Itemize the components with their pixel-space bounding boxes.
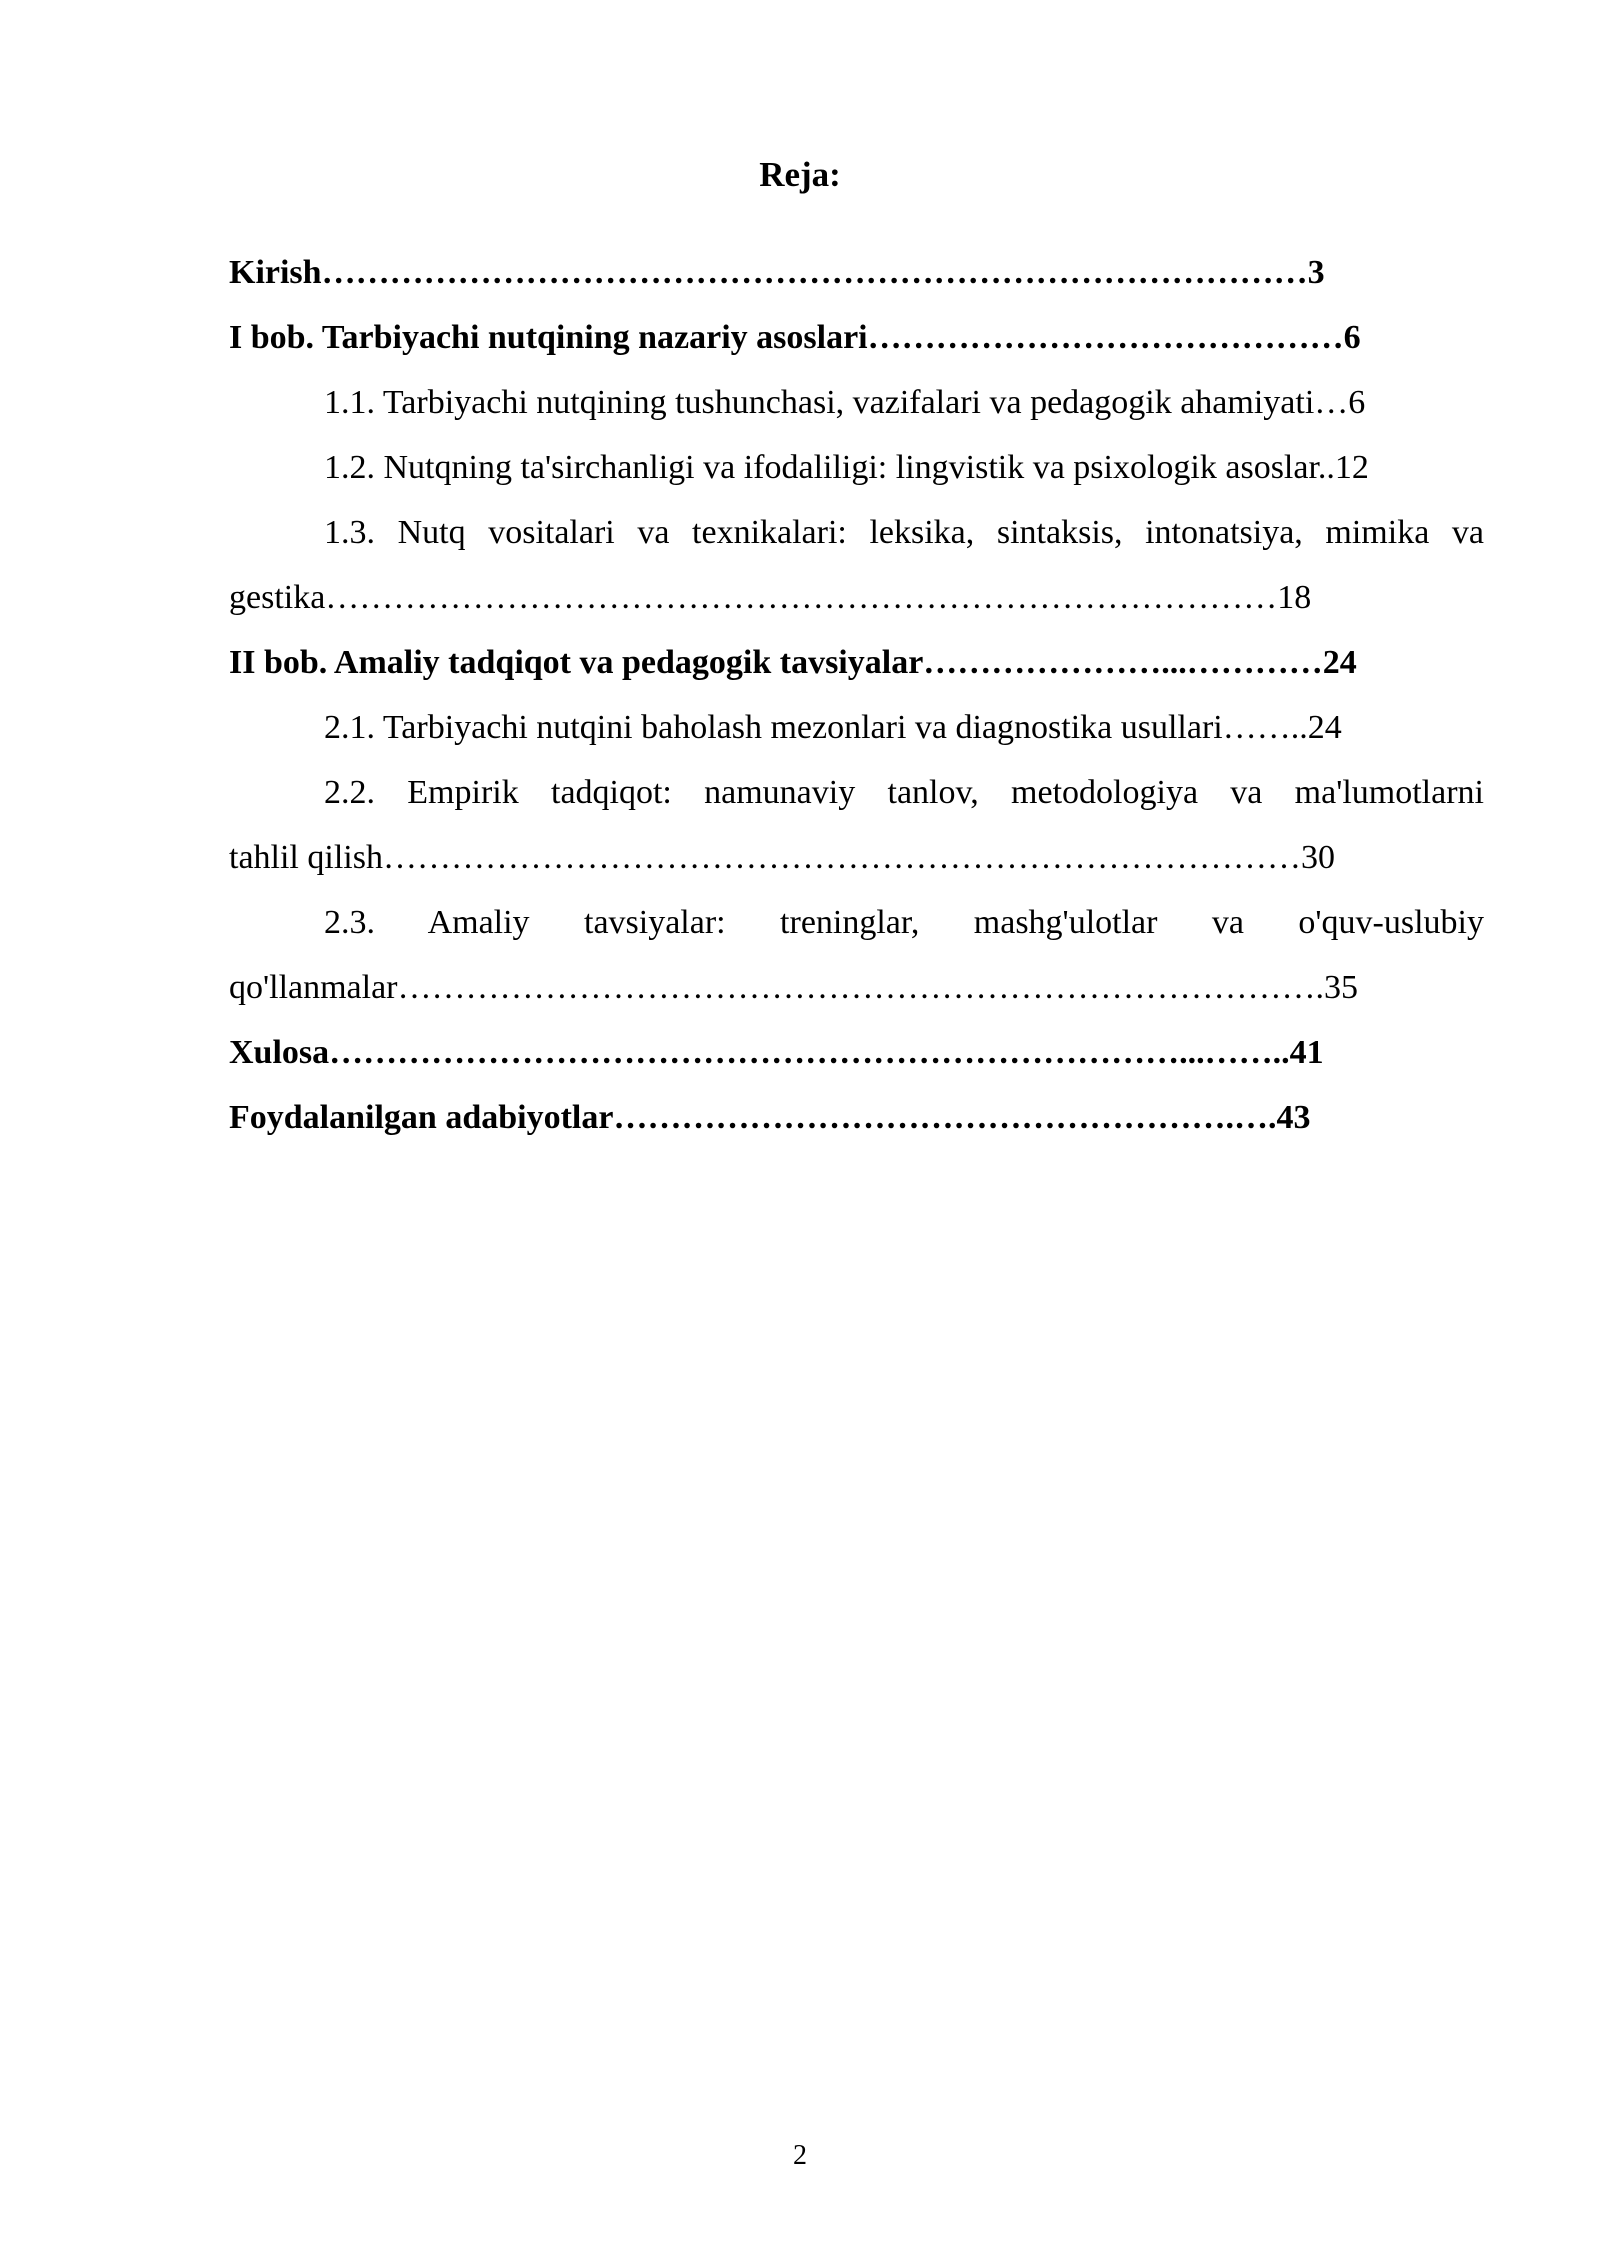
page-number: 2 [793, 2140, 807, 2171]
toc-entry-references: Foydalanilgan adabiyotlar……………………………………………….….43 [229, 1099, 1311, 1136]
toc-entry-2-1: 2.1. Tarbiyachi nutqini baholash mezonlari va diagnostika usullari……..24 [324, 709, 1342, 746]
toc-entry-1-2: 1.2. Nutqning ta'sirchanligi va ifodaliligi: lingvistik va psixologik asoslar..12 [324, 449, 1369, 486]
toc-entry-2-3: 2.3. Amaliy tavsiyalar: treninglar, mashg'ulotlar va o'quv-uslubiy [324, 904, 1484, 941]
toc-entry-kirish: Kirish……………………………………………………………………………3 [229, 254, 1325, 291]
toc-entry-chapter-1: I bob. Tarbiyachi nutqining nazariy asoslari……………………………………6 [229, 319, 1361, 356]
toc-entry-1-3: 1.3. Nutq vositalari va texnikalari: leksika, sintaksis, intonatsiya, mimika va [324, 514, 1484, 551]
toc-entry-chapter-2: II bob. Amaliy tadqiqot va pedagogik tavsiyalar…………………...…………24 [229, 644, 1357, 681]
page-title: Reja: [759, 155, 841, 194]
toc-entry-2-3-continued: qo'llanmalar……………………………………………………………………….35 [229, 969, 1359, 1006]
table-of-contents [229, 248, 1484, 1158]
toc-entry-xulosa: Xulosa…………………………………………………………………...……..41 [229, 1034, 1324, 1071]
toc-entry-2-2-continued: tahlil qilish………………………………………………………………………30 [229, 839, 1335, 876]
toc-entry-1-3-continued: gestika…………………………………………………………………………18 [229, 579, 1312, 616]
toc-entry-2-2: 2.2. Empirik tadqiqot: namunaviy tanlov, metodologiya va ma'lumotlarni [324, 774, 1484, 811]
toc-entry-1-1: 1.1. Tarbiyachi nutqining tushunchasi, vazifalari va pedagogik ahamiyati…6 [324, 384, 1366, 421]
